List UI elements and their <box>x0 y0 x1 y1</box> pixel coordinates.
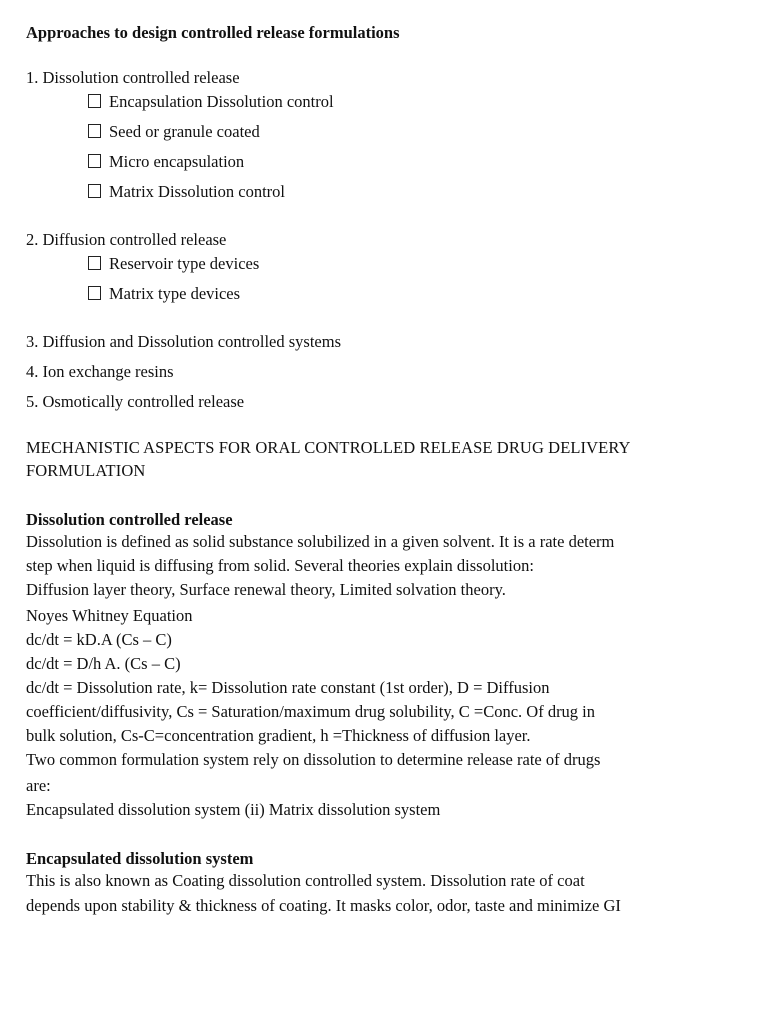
paragraph-line: are: <box>26 776 51 795</box>
checkbox-icon <box>88 154 101 168</box>
section-heading: Approaches to design controlled release formulations <box>26 23 400 42</box>
sub-item <box>88 182 285 202</box>
mechanistic-heading-line: MECHANISTIC ASPECTS FOR ORAL CONTROLLED RELEASE DRUG DELIVERY <box>26 438 631 457</box>
paragraph-line: Diffusion layer theory, Surface renewal theory, Limited solvation theory. <box>26 580 506 599</box>
sub-item-label: Micro encapsulation <box>109 152 245 171</box>
paragraph-line: coefficient/diffusivity, Cs = Saturation/maximum drug solubility, C =Conc. Of drug in <box>26 702 596 721</box>
sub-item <box>88 122 260 142</box>
equation-line: dc/dt = D/h A. (Cs – C) <box>26 654 181 673</box>
paragraph-line: Two common formulation system rely on dissolution to determine release rate of drugs <box>26 750 601 769</box>
checkbox-icon <box>88 124 101 138</box>
approach-item-4: 4. Ion exchange resins <box>26 362 174 381</box>
equation-line: dc/dt = kD.A (Cs – C) <box>26 630 172 649</box>
checkbox-icon <box>88 286 101 300</box>
sub-item <box>88 152 244 172</box>
paragraph-line: Dissolution is defined as solid substance solubilized in a given solvent. It is a rate determ <box>26 532 615 551</box>
paragraph-line: Noyes Whitney Equation <box>26 606 193 625</box>
paragraph-line: step when liquid is diffusing from solid. Several theories explain dissolution: <box>26 556 534 575</box>
sub-item <box>88 92 334 112</box>
sub-item <box>88 284 240 304</box>
dissolution-section-title: Dissolution controlled release <box>26 510 233 529</box>
sub-item-label: Matrix type devices <box>109 284 241 303</box>
approach-item-5: 5. Osmotically controlled release <box>26 392 245 411</box>
paragraph-line: bulk solution, Cs-C=concentration gradient, h =Thickness of diffusion layer. <box>26 726 531 745</box>
sub-item-label: Seed or granule coated <box>109 122 260 141</box>
paragraph-line: Encapsulated dissolution system (ii) Matrix dissolution system <box>26 800 441 819</box>
encapsulated-section-title: Encapsulated dissolution system <box>26 849 254 868</box>
approach-item-1: 1. Dissolution controlled release <box>26 68 240 87</box>
sub-item-label: Matrix Dissolution control <box>109 182 285 201</box>
sub-item-label: Reservoir type devices <box>109 254 260 273</box>
sub-item-label: Encapsulation Dissolution control <box>109 92 334 111</box>
paragraph-line: dc/dt = Dissolution rate, k= Dissolution rate constant (1st order), D = Diffusion <box>26 678 550 697</box>
mechanistic-heading-line: FORMULATION <box>26 461 146 480</box>
sub-item <box>88 254 259 274</box>
checkbox-icon <box>88 94 101 108</box>
checkbox-icon <box>88 184 101 198</box>
checkbox-icon <box>88 256 101 270</box>
approach-item-2: 2. Diffusion controlled release <box>26 230 227 249</box>
approach-item-3: 3. Diffusion and Dissolution controlled systems <box>26 332 342 351</box>
paragraph-line: This is also known as Coating dissolution controlled system. Dissolution rate of coat <box>26 871 585 890</box>
paragraph-line: depends upon stability & thickness of coating. It masks color, odor, taste and minimize GI <box>26 896 621 915</box>
